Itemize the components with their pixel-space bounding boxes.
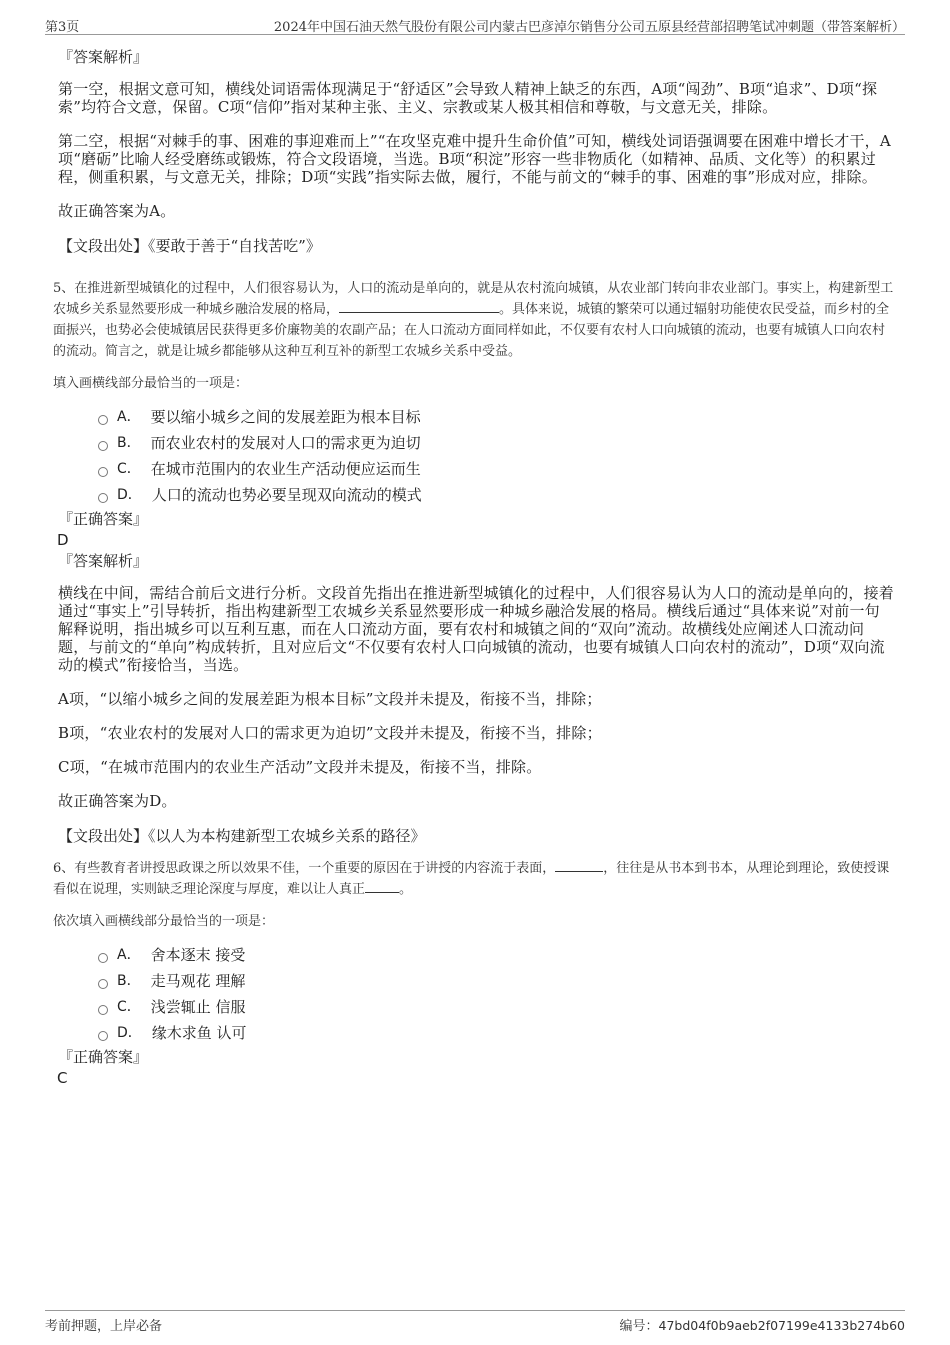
analysis-paragraph: 横线在中间，需结合前后文进行分析。文段首先指出在推进新型城镇化的过程中，人们很容易认为人口的流动是单向的，接着通过“事实上”引导转折，指出构建新型工农城乡关系显然要形成一种城乡融洽发展的格局。横线后通过“具体来说”对前一句解释说明，指出城乡可以互利互惠，而在人口流动方面，要有农村和城镇之间的“双向”流动。故横线处应阐述人口流动问题，与前文的“单向”构成转折，且对应后文“不仅要有农村人口向城镇的流动，也要有城镇人口向农村的流动”，D项“双向流动的模式”衔接恰当，当选。 (58, 584, 895, 674)
question-5-options (98, 404, 894, 508)
analysis-label: 『答案解析』 (58, 48, 149, 66)
option-letter: C． (117, 461, 141, 477)
question-5-text-before: 5、在推进新型城镇化的过程中，人们很容易认为，人口的流动是单向的，就是从农村流向城镇，从农业部门转向非农业部门。事实上，构建新型工农城乡关系显然要形成一种城乡融洽发展的格局， (53, 281, 894, 317)
option-a[interactable] (98, 942, 894, 968)
option-text: 缘木求鱼 认可 (151, 1024, 247, 1042)
correct-answer-label: 『正确答案』 (58, 1048, 149, 1066)
question-6-text (53, 858, 894, 900)
analysis-paragraph: A项，“以缩小城乡之间的发展差距为根本目标”文段并未提及，衔接不当，排除； (58, 690, 602, 708)
document-title: 2024年中国石油天然气股份有限公司内蒙古巴彦淖尔销售分公司五原县经营部招聘笔试冲刺题（带答案解析） (273, 20, 905, 35)
radio-icon[interactable] (98, 441, 108, 451)
code-label: 编号： (619, 1319, 659, 1334)
option-d[interactable] (98, 1020, 894, 1046)
radio-icon[interactable] (98, 415, 108, 425)
fill-blank (365, 880, 399, 893)
option-text: 浅尝辄止 信服 (150, 998, 246, 1016)
option-letter: B． (117, 435, 141, 451)
option-letter: A． (117, 947, 141, 963)
page-number: 第3页 (45, 20, 80, 35)
radio-icon[interactable] (98, 1031, 108, 1041)
option-letter: D． (117, 487, 142, 503)
question-6-options (98, 942, 894, 1046)
question-5-text (53, 278, 894, 362)
question-5-prompt: 填入画横线部分最恰当的一项是： (53, 376, 249, 391)
option-letter: C． (117, 999, 141, 1015)
option-a[interactable] (98, 404, 894, 430)
question-6-prompt: 依次填入画横线部分最恰当的一项是： (53, 914, 275, 929)
analysis-conclusion: 故正确答案为D。 (58, 792, 177, 810)
analysis-conclusion: 故正确答案为A。 (58, 202, 176, 220)
radio-icon[interactable] (98, 979, 108, 989)
question-5-text-after: 。具体来说，城镇的繁荣可以通过辐射功能使农民受益，而乡村的全面振兴，也势必会使城镇居民获得更多价廉物美的农副产品；在人口流动方面同样如此，不仅要有农村人口向城镇的流动，也要有城镇人口向农村的流动。简言之，就是让城乡都能够从这种互利互补的新型工农城乡关系中受益。 (53, 302, 890, 359)
footer-slogan: 考前押题，上岸必备 (45, 1319, 163, 1334)
radio-icon[interactable] (98, 467, 108, 477)
document-code (620, 1315, 905, 1334)
option-letter: D． (117, 1025, 142, 1041)
analysis-paragraph: 第一空，根据文意可知，横线处词语需体现满足于“舒适区”会导致人精神上缺乏的东西，A项“闯劲”、B项“追求”、D项“探索”均符合文意，保留。C项“信仰”指对某种主张、主义、宗教或某人极其相信和尊敬，与文意无关，排除。 (58, 80, 878, 116)
option-text: 舍本逐末 接受 (150, 946, 246, 964)
page-content (53, 46, 895, 1088)
question-6-text-part1: 6、有些教育者讲授思政课之所以效果不佳，一个重要的原因在于讲授的内容流于表面， (53, 861, 556, 876)
source-citation: 【文段出处】《要敢于善于“自找苦吃”》 (58, 237, 321, 255)
correct-answer: C (57, 1069, 68, 1087)
question-6-text-part3: 。 (399, 882, 413, 897)
fill-blank (555, 859, 603, 872)
radio-icon[interactable] (98, 953, 108, 963)
analysis-paragraph: 第二空，根据“对棘手的事、困难的事迎难而上”“在攻坚克难中提升生命价值”可知，横线处词语强调要在困难中增长才干，A项“磨砺”比喻人经受磨练或锻炼，符合文段语境，当选。B项“积淀”形容一些非物质化（如精神、品质、文化等）的积累过程，侧重积累，与文意无关，排除；D项“实践”指实际去做，履行，不能与前文的“棘手的事、困难的事”形成对应，排除。 (58, 132, 891, 186)
page-footer (45, 1310, 905, 1333)
option-text: 在城市范围内的农业生产活动便应运而生 (150, 460, 421, 478)
radio-icon[interactable] (98, 493, 108, 503)
analysis-label: 『答案解析』 (58, 552, 149, 570)
option-text: 走马观花 理解 (150, 972, 246, 990)
source-citation: 【文段出处】《以人为本构建新型工农城乡关系的路径》 (58, 827, 426, 845)
correct-answer-label: 『正确答案』 (58, 510, 149, 528)
option-letter: A． (117, 409, 141, 425)
option-b[interactable] (98, 968, 894, 994)
option-c[interactable] (98, 456, 894, 482)
option-letter: B． (117, 973, 141, 989)
option-d[interactable] (98, 482, 894, 508)
option-c[interactable] (98, 994, 894, 1020)
option-text: 要以缩小城乡之间的发展差距为根本目标 (150, 408, 421, 426)
code-value: 47bd04f0b9aeb2f07199e4133b274b60 (658, 1318, 905, 1333)
analysis-paragraph: C项，“在城市范围内的农业生产活动”文段并未提及，衔接不当，排除。 (58, 758, 542, 776)
fill-blank (339, 300, 499, 313)
question-6-text-part2: ，往往是从书本到书本，从理论到理论，致使授课看似在说理，实则缺乏理论深度与厚度，难以让人真正 (53, 861, 890, 897)
page-header (45, 14, 905, 35)
option-b[interactable] (98, 430, 894, 456)
correct-answer: D (57, 531, 69, 549)
option-text: 而农业农村的发展对人口的需求更为迫切 (150, 434, 421, 452)
radio-icon[interactable] (98, 1005, 108, 1015)
analysis-paragraph: B项，“农业农村的发展对人口的需求更为迫切”文段并未提及，衔接不当，排除； (58, 724, 602, 742)
option-text: 人口的流动也势必要呈现双向流动的模式 (151, 486, 422, 504)
